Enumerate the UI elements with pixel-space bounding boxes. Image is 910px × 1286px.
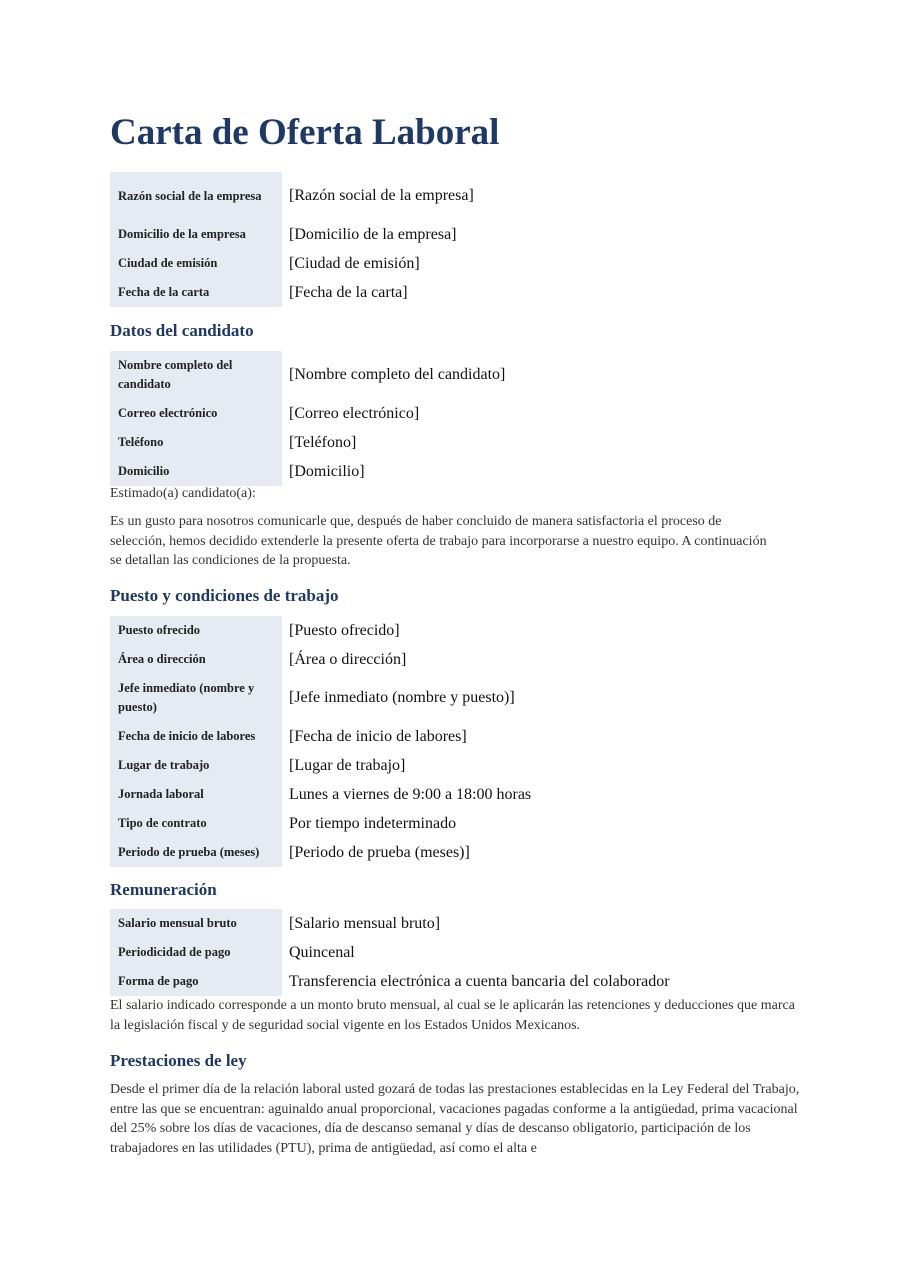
field-value: [Correo electrónico]	[289, 404, 420, 422]
field-label: Salario mensual bruto	[110, 909, 282, 938]
field-label: Lugar de trabajo	[110, 751, 282, 780]
field-value: [Razón social de la empresa]	[289, 187, 474, 204]
field-value: [Periodo de prueba (meses)]	[289, 843, 470, 861]
field-value: [Domicilio]	[289, 462, 365, 480]
table-row	[110, 278, 474, 307]
table-row	[110, 674, 531, 722]
table-row	[110, 722, 531, 751]
field-value: [Nombre completo del candidato]	[289, 366, 506, 383]
field-label: Nombre completo del candidato	[110, 351, 282, 399]
table-row	[110, 249, 474, 278]
table-row	[110, 809, 531, 838]
field-label: Fecha de la carta	[110, 278, 282, 307]
field-label: Puesto ofrecido	[110, 616, 282, 645]
field-label: Correo electrónico	[110, 399, 282, 428]
field-value: [Teléfono]	[289, 433, 357, 451]
field-value: [Domicilio de la empresa]	[289, 225, 457, 243]
field-label: Jefe inmediato (nombre y puesto)	[110, 674, 282, 722]
page-title: Carta de Oferta Laboral	[110, 112, 500, 153]
position-info-table	[110, 616, 531, 867]
intro-paragraph: Es un gusto para nosotros comunicarle que, después de haber concluido de manera satisfactoria el proceso de selección, hemos decidido extenderle la presente oferta de trabajo para incorporarse a nuestro equipo. A continuación se detallan las condiciones de la propuesta.	[110, 514, 767, 568]
table-row	[110, 838, 531, 867]
field-label: Periodicidad de pago	[110, 938, 282, 967]
field-label: Área o dirección	[110, 645, 282, 674]
field-label: Forma de pago	[110, 967, 282, 996]
field-label: Razón social de la empresa	[110, 172, 282, 220]
greeting-text: Estimado(a) candidato(a):	[110, 486, 256, 501]
table-row	[110, 909, 670, 938]
field-value: [Lugar de trabajo]	[289, 756, 406, 774]
section-heading-position: Puesto y condiciones de trabajo	[110, 586, 339, 605]
field-value: Lunes a viernes de 9:00 a 18:00 horas	[289, 785, 532, 803]
table-row	[110, 172, 474, 220]
field-label: Tipo de contrato	[110, 809, 282, 838]
table-row	[110, 616, 531, 645]
field-value: [Área o dirección]	[289, 650, 407, 668]
field-value: [Ciudad de emisión]	[289, 254, 420, 272]
table-row	[110, 428, 505, 457]
table-row	[110, 645, 531, 674]
table-row	[110, 351, 505, 399]
table-row	[110, 220, 474, 249]
compensation-info-table	[110, 909, 670, 996]
table-row	[110, 967, 670, 996]
field-label: Ciudad de emisión	[110, 249, 282, 278]
table-row	[110, 457, 505, 486]
candidate-info-table	[110, 351, 505, 486]
benefits-paragraph: Desde el primer día de la relación laboral usted gozará de todas las prestaciones establecidas en la Ley Federal del Trabajo, entre las que se encuentran: aguinaldo anual proporcional, vacaciones pagadas conforme a la antigüedad, prima vacacional del 25% sobre los días de vacaciones, día de descanso semanal y días de descanso obligatorio, participación de los trabajadores en las utilidades (PTU), prima de antigüedad, así como el alta e	[110, 1082, 800, 1156]
field-value: [Fecha de inicio de labores]	[289, 727, 467, 745]
field-label: Domicilio de la empresa	[110, 220, 282, 249]
section-heading-compensation: Remuneración	[110, 880, 217, 899]
section-heading-candidate: Datos del candidato	[110, 321, 254, 340]
field-value: [Puesto ofrecido]	[289, 621, 400, 639]
field-value: Por tiempo indeterminado	[289, 814, 457, 832]
field-label: Fecha de inicio de labores	[110, 722, 282, 751]
field-value: [Jefe inmediato (nombre y puesto)]	[289, 689, 515, 706]
field-value: Quincenal	[289, 943, 355, 961]
company-info-table	[110, 172, 474, 307]
table-row	[110, 938, 670, 967]
field-label: Teléfono	[110, 428, 282, 457]
field-value: [Salario mensual bruto]	[289, 914, 441, 932]
field-label: Domicilio	[110, 457, 282, 486]
section-heading-benefits: Prestaciones de ley	[110, 1051, 247, 1070]
table-row	[110, 751, 531, 780]
field-label: Jornada laboral	[110, 780, 282, 809]
field-value: [Fecha de la carta]	[289, 283, 408, 301]
table-row	[110, 399, 505, 428]
table-row	[110, 780, 531, 809]
compensation-note: El salario indicado corresponde a un monto bruto mensual, al cual se le aplicarán las retenciones y deducciones que marca la legislación fiscal y de seguridad social vigente en los Estados Unidos Mexicanos.	[110, 998, 795, 1033]
field-value: Transferencia electrónica a cuenta bancaria del colaborador	[289, 972, 670, 990]
field-label: Periodo de prueba (meses)	[110, 838, 282, 867]
